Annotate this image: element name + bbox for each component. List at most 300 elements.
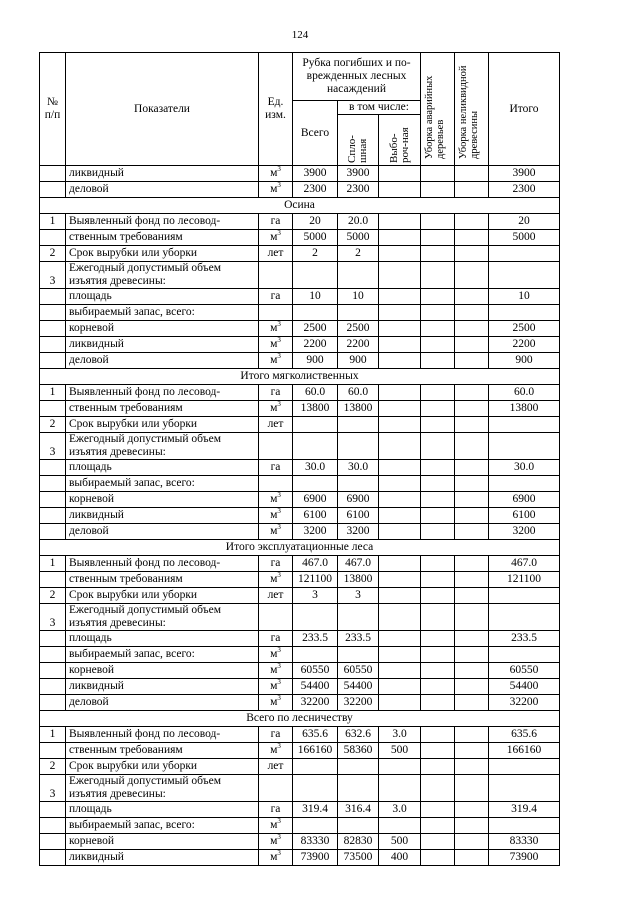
unit-text: лет	[267, 589, 284, 601]
table-row	[40, 433, 560, 460]
value-itogo	[489, 262, 560, 289]
value-clear: 58360	[338, 743, 379, 759]
value-clear: 6100	[338, 508, 379, 524]
unit-text: м	[270, 648, 278, 660]
value-selective	[379, 321, 421, 337]
value-illiquid	[455, 401, 489, 417]
value-selective	[379, 508, 421, 524]
row-label: деловой	[66, 182, 259, 198]
value-illiquid	[455, 492, 489, 508]
row-label	[66, 604, 259, 631]
value-illiquid	[455, 337, 489, 353]
header-including: в том числе:	[338, 101, 421, 115]
unit-text: м	[270, 322, 278, 334]
row-num	[40, 695, 66, 711]
row-unit	[259, 289, 293, 305]
table-row	[40, 230, 560, 246]
value-total-cut: 60550	[293, 663, 338, 679]
value-selective	[379, 647, 421, 663]
value-emergency	[421, 775, 455, 802]
row-num: 3	[40, 262, 66, 289]
value-emergency	[421, 834, 455, 850]
value-selective	[379, 433, 421, 460]
value-illiquid	[455, 230, 489, 246]
unit-superscript: 3	[277, 694, 281, 703]
row-unit	[259, 775, 293, 802]
row-unit	[259, 572, 293, 588]
value-clear: 30.0	[338, 460, 379, 476]
value-clear: 2200	[338, 337, 379, 353]
value-illiquid	[455, 321, 489, 337]
table-row	[40, 417, 560, 433]
value-clear: 3	[338, 588, 379, 604]
row-unit	[259, 663, 293, 679]
value-illiquid	[455, 647, 489, 663]
row-num	[40, 353, 66, 369]
row-num	[40, 631, 66, 647]
value-clear: 10	[338, 289, 379, 305]
value-selective	[379, 663, 421, 679]
row-unit	[259, 802, 293, 818]
row-label: выбираемый запас, всего:	[66, 305, 259, 321]
table-row	[40, 289, 560, 305]
row-num: 1	[40, 385, 66, 401]
value-selective	[379, 385, 421, 401]
value-total-cut	[293, 775, 338, 802]
value-selective	[379, 604, 421, 631]
table-row	[40, 182, 560, 198]
value-total-cut: 3200	[293, 524, 338, 540]
row-unit	[259, 460, 293, 476]
value-emergency	[421, 647, 455, 663]
value-clear: 5000	[338, 230, 379, 246]
value-emergency	[421, 182, 455, 198]
value-total-cut	[293, 647, 338, 663]
row-num: 1	[40, 214, 66, 230]
row-label: Выявленный фонд по лесовод-	[66, 214, 259, 230]
value-selective	[379, 401, 421, 417]
value-illiquid	[455, 166, 489, 182]
value-emergency	[421, 631, 455, 647]
value-illiquid	[455, 588, 489, 604]
row-unit	[259, 556, 293, 572]
row-unit	[259, 631, 293, 647]
value-total-cut: 83330	[293, 834, 338, 850]
row-label-line: Ежегодный допустимый объем	[69, 433, 221, 445]
value-clear: 60550	[338, 663, 379, 679]
value-itogo: 32200	[489, 695, 560, 711]
value-itogo: 635.6	[489, 727, 560, 743]
value-clear: 3200	[338, 524, 379, 540]
value-selective	[379, 572, 421, 588]
value-total-cut	[293, 759, 338, 775]
table-row	[40, 834, 560, 850]
table-row	[40, 385, 560, 401]
value-emergency	[421, 743, 455, 759]
value-emergency	[421, 492, 455, 508]
row-label-line: изъятия древесины:	[69, 446, 166, 458]
value-itogo: 166160	[489, 743, 560, 759]
value-illiquid	[455, 631, 489, 647]
table-row	[40, 647, 560, 663]
row-label: ликвидный	[66, 166, 259, 182]
row-unit	[259, 818, 293, 834]
value-emergency	[421, 460, 455, 476]
value-total-cut	[293, 604, 338, 631]
unit-superscript: 3	[277, 491, 281, 500]
value-emergency	[421, 385, 455, 401]
row-unit	[259, 508, 293, 524]
section-title: Всего по лесничеству	[40, 711, 560, 727]
table-row	[40, 353, 560, 369]
value-selective: 500	[379, 743, 421, 759]
value-itogo	[489, 246, 560, 262]
value-total-cut: 2300	[293, 182, 338, 198]
value-total-cut: 73900	[293, 850, 338, 866]
unit-text: м	[270, 835, 278, 847]
value-selective	[379, 230, 421, 246]
table-row	[40, 166, 560, 182]
table-row	[40, 743, 560, 759]
table-row	[40, 775, 560, 802]
value-itogo: 233.5	[489, 631, 560, 647]
row-num: 2	[40, 417, 66, 433]
row-label: Срок вырубки или уборки	[66, 417, 259, 433]
value-clear: 2500	[338, 321, 379, 337]
row-label: корневой	[66, 321, 259, 337]
row-label: ликвидный	[66, 508, 259, 524]
value-total-cut: 2500	[293, 321, 338, 337]
page-number: 124	[291, 29, 309, 41]
value-clear	[338, 818, 379, 834]
row-num	[40, 647, 66, 663]
value-itogo: 83330	[489, 834, 560, 850]
row-num	[40, 802, 66, 818]
row-num: 3	[40, 775, 66, 802]
header-unit: Ед. изм.	[259, 53, 293, 166]
value-itogo: 319.4	[489, 802, 560, 818]
value-itogo: 60.0	[489, 385, 560, 401]
value-emergency	[421, 230, 455, 246]
row-unit	[259, 305, 293, 321]
unit-text: лет	[267, 247, 284, 259]
row-num	[40, 230, 66, 246]
value-emergency	[421, 214, 455, 230]
row-label-line: Ежегодный допустимый объем	[69, 604, 221, 616]
unit-text: м	[270, 493, 278, 505]
row-num	[40, 289, 66, 305]
value-illiquid	[455, 433, 489, 460]
value-itogo: 5000	[489, 230, 560, 246]
unit-text: м	[270, 167, 278, 179]
table-row	[40, 572, 560, 588]
row-label-line: изъятия древесины:	[69, 275, 166, 287]
forestry-table	[39, 52, 560, 866]
value-total-cut: 30.0	[293, 460, 338, 476]
header-selective: Выбо-роч-ная	[379, 115, 421, 166]
row-num	[40, 337, 66, 353]
value-selective	[379, 775, 421, 802]
value-total-cut: 54400	[293, 679, 338, 695]
row-num: 2	[40, 759, 66, 775]
value-total-cut: 166160	[293, 743, 338, 759]
table-row	[40, 850, 560, 866]
value-clear: 60.0	[338, 385, 379, 401]
value-clear	[338, 262, 379, 289]
row-label-line: Ежегодный допустимый объем	[69, 262, 221, 274]
value-itogo: 20	[489, 214, 560, 230]
value-clear: 13800	[338, 401, 379, 417]
value-emergency	[421, 604, 455, 631]
value-illiquid	[455, 604, 489, 631]
header-num: № п/п	[40, 53, 66, 166]
value-total-cut: 6900	[293, 492, 338, 508]
row-unit	[259, 524, 293, 540]
row-label: ственным требованиям	[66, 572, 259, 588]
value-selective: 500	[379, 834, 421, 850]
value-illiquid	[455, 850, 489, 866]
value-emergency	[421, 850, 455, 866]
value-itogo: 10	[489, 289, 560, 305]
value-clear: 20.0	[338, 214, 379, 230]
value-clear	[338, 417, 379, 433]
row-num	[40, 679, 66, 695]
value-selective	[379, 246, 421, 262]
value-illiquid	[455, 182, 489, 198]
value-illiquid	[455, 834, 489, 850]
row-unit	[259, 695, 293, 711]
value-clear: 467.0	[338, 556, 379, 572]
row-unit	[259, 433, 293, 460]
header-itogo: Итого	[489, 53, 560, 166]
section-row	[40, 369, 560, 385]
unit-text: м	[270, 338, 278, 350]
unit-superscript: 3	[277, 181, 281, 190]
value-selective	[379, 262, 421, 289]
value-emergency	[421, 262, 455, 289]
value-selective	[379, 695, 421, 711]
value-emergency	[421, 476, 455, 492]
row-num	[40, 182, 66, 198]
value-illiquid	[455, 246, 489, 262]
row-num: 1	[40, 727, 66, 743]
row-label-line: изъятия древесины:	[69, 788, 166, 800]
value-total-cut: 5000	[293, 230, 338, 246]
unit-superscript: 3	[277, 507, 281, 516]
value-emergency	[421, 337, 455, 353]
unit-text: м	[270, 525, 278, 537]
row-label: деловой	[66, 524, 259, 540]
unit-superscript: 3	[277, 742, 281, 751]
value-total-cut: 2	[293, 246, 338, 262]
row-unit	[259, 492, 293, 508]
value-total-cut: 121100	[293, 572, 338, 588]
row-unit	[259, 759, 293, 775]
value-selective: 3.0	[379, 727, 421, 743]
row-label: Срок вырубки или уборки	[66, 246, 259, 262]
value-clear: 316.4	[338, 802, 379, 818]
value-itogo: 6900	[489, 492, 560, 508]
value-itogo: 6100	[489, 508, 560, 524]
value-itogo: 30.0	[489, 460, 560, 476]
value-illiquid	[455, 476, 489, 492]
unit-superscript: 3	[277, 320, 281, 329]
value-itogo: 3200	[489, 524, 560, 540]
unit-superscript: 3	[277, 662, 281, 671]
row-num: 2	[40, 246, 66, 262]
value-itogo: 13800	[489, 401, 560, 417]
value-illiquid	[455, 262, 489, 289]
row-label: ственным требованиям	[66, 401, 259, 417]
row-label	[66, 433, 259, 460]
row-label: Выявленный фонд по лесовод-	[66, 556, 259, 572]
value-selective	[379, 460, 421, 476]
row-label: ственным требованиям	[66, 230, 259, 246]
value-itogo	[489, 759, 560, 775]
value-selective	[379, 556, 421, 572]
value-itogo	[489, 647, 560, 663]
value-itogo: 2500	[489, 321, 560, 337]
table-body	[40, 166, 560, 866]
value-emergency	[421, 679, 455, 695]
row-num	[40, 572, 66, 588]
row-label: ликвидный	[66, 850, 259, 866]
row-unit	[259, 166, 293, 182]
value-illiquid	[455, 417, 489, 433]
value-illiquid	[455, 508, 489, 524]
row-num	[40, 818, 66, 834]
header-clear: Спло-шная	[338, 115, 379, 166]
unit-text: м	[270, 354, 278, 366]
value-total-cut	[293, 305, 338, 321]
value-illiquid	[455, 353, 489, 369]
row-unit	[259, 834, 293, 850]
value-selective	[379, 524, 421, 540]
value-total-cut: 6100	[293, 508, 338, 524]
value-total-cut: 233.5	[293, 631, 338, 647]
value-total-cut: 3	[293, 588, 338, 604]
value-emergency	[421, 353, 455, 369]
value-clear: 233.5	[338, 631, 379, 647]
row-label: Срок вырубки или уборки	[66, 759, 259, 775]
header-indicators: Показатели	[66, 53, 259, 166]
unit-text: м	[270, 509, 278, 521]
value-illiquid	[455, 802, 489, 818]
table-row	[40, 262, 560, 289]
value-total-cut	[293, 476, 338, 492]
row-unit	[259, 588, 293, 604]
row-unit	[259, 321, 293, 337]
section-row	[40, 540, 560, 556]
row-unit	[259, 182, 293, 198]
value-clear: 2300	[338, 182, 379, 198]
unit-text: м	[270, 744, 278, 756]
row-unit	[259, 476, 293, 492]
value-clear: 54400	[338, 679, 379, 695]
value-itogo: 467.0	[489, 556, 560, 572]
value-illiquid	[455, 775, 489, 802]
table-row	[40, 588, 560, 604]
row-num	[40, 834, 66, 850]
value-illiquid	[455, 663, 489, 679]
value-clear: 2	[338, 246, 379, 262]
value-emergency	[421, 572, 455, 588]
unit-text: га	[270, 290, 281, 302]
value-illiquid	[455, 460, 489, 476]
row-num	[40, 663, 66, 679]
table-row	[40, 604, 560, 631]
value-selective	[379, 631, 421, 647]
value-itogo	[489, 476, 560, 492]
row-label-line: изъятия древесины:	[69, 617, 166, 629]
unit-text: м	[270, 696, 278, 708]
value-clear: 13800	[338, 572, 379, 588]
table-row	[40, 663, 560, 679]
value-emergency	[421, 417, 455, 433]
unit-text: га	[270, 632, 281, 644]
row-label: корневой	[66, 492, 259, 508]
section-row	[40, 198, 560, 214]
unit-superscript: 3	[277, 833, 281, 842]
unit-superscript: 3	[277, 646, 281, 655]
unit-text: га	[270, 557, 281, 569]
row-unit	[259, 262, 293, 289]
value-selective	[379, 337, 421, 353]
value-emergency	[421, 524, 455, 540]
table-row	[40, 508, 560, 524]
value-itogo: 60550	[489, 663, 560, 679]
row-unit	[259, 385, 293, 401]
table-row	[40, 818, 560, 834]
value-emergency	[421, 166, 455, 182]
unit-text: га	[270, 803, 281, 815]
value-illiquid	[455, 759, 489, 775]
value-emergency	[421, 289, 455, 305]
row-unit	[259, 417, 293, 433]
row-label: деловой	[66, 353, 259, 369]
value-itogo: 900	[489, 353, 560, 369]
row-unit	[259, 353, 293, 369]
table-row	[40, 476, 560, 492]
row-num: 3	[40, 604, 66, 631]
row-unit	[259, 246, 293, 262]
value-total-cut: 3900	[293, 166, 338, 182]
value-illiquid	[455, 679, 489, 695]
value-total-cut: 319.4	[293, 802, 338, 818]
header-group-title: Рубка погибших и по- врежденных лесных насаждений	[293, 53, 421, 101]
row-label: выбираемый запас, всего:	[66, 818, 259, 834]
row-label: ственным требованиям	[66, 743, 259, 759]
value-itogo: 73900	[489, 850, 560, 866]
table-row	[40, 401, 560, 417]
row-num	[40, 850, 66, 866]
value-selective	[379, 353, 421, 369]
row-num	[40, 508, 66, 524]
value-selective	[379, 759, 421, 775]
unit-superscript: 3	[277, 678, 281, 687]
value-clear	[338, 476, 379, 492]
header-illiquid: Уборка неликвидной древесины	[455, 53, 489, 166]
value-selective: 400	[379, 850, 421, 866]
unit-text: м	[270, 851, 278, 863]
value-emergency	[421, 401, 455, 417]
row-num: 2	[40, 588, 66, 604]
value-emergency	[421, 305, 455, 321]
row-num	[40, 321, 66, 337]
value-total-cut: 635.6	[293, 727, 338, 743]
value-itogo	[489, 305, 560, 321]
row-unit	[259, 214, 293, 230]
